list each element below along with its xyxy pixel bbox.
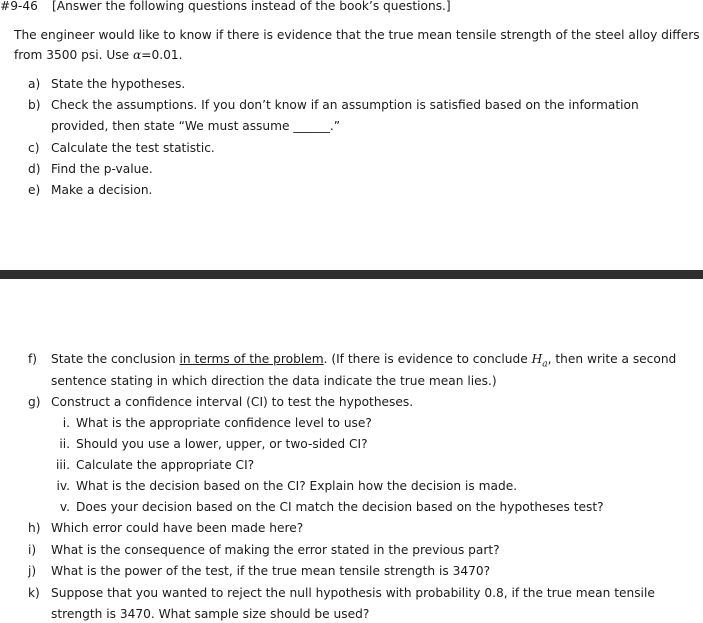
question-f-text: State the conclusion in terms of the problem. (If there is evidence to conclude $H_a$, then write a second bbox=[51, 352, 677, 370]
question-letter: f) bbox=[28, 352, 38, 366]
question-letter: e) bbox=[28, 183, 41, 197]
instruction-text: [Answer the following questions instead of the book’s questions.] bbox=[52, 0, 451, 13]
subquestion-text: Does your decision based on the CI match the decision based on the hypotheses test? bbox=[76, 500, 604, 514]
question-text-continued: provided, then state “We must assume ______.” bbox=[51, 119, 341, 133]
question-letter: k) bbox=[28, 586, 40, 600]
ha-symbol: $H_a$ bbox=[531, 352, 548, 370]
subquestion-text: Calculate the appropriate CI? bbox=[76, 458, 255, 472]
question-text: Which error could have been made here? bbox=[51, 521, 304, 535]
subquestion-text: Should you use a lower, upper, or two-sided CI? bbox=[76, 437, 368, 451]
question-text: Find the p-value. bbox=[51, 162, 153, 176]
question-text: Calculate the test statistic. bbox=[51, 141, 215, 155]
question-text: What is the power of the test, if the true mean tensile strength is 3470? bbox=[51, 564, 491, 578]
question-text: What is the consequence of making the error stated in the previous part? bbox=[51, 543, 500, 557]
question-letter: c) bbox=[28, 141, 40, 155]
question-text-continued: sentence stating in which direction the data indicate the true mean lies.) bbox=[51, 374, 497, 388]
intro-line-1: The engineer would like to know if there is evidence that the true mean tensile strength of the steel alloy differs bbox=[14, 28, 700, 42]
subquestion-number: iv. bbox=[56, 479, 70, 493]
subquestion-number: i. bbox=[62, 416, 70, 430]
question-letter: b) bbox=[28, 98, 41, 112]
question-text-continued: strength is 3470. What sample size should be used? bbox=[51, 607, 370, 621]
question-text: Suppose that you wanted to reject the null hypothesis with probability 0.8, if the true mean tensile bbox=[51, 586, 655, 600]
question-text: Make a decision. bbox=[51, 183, 153, 197]
subquestion-number: iii. bbox=[55, 458, 70, 472]
question-letter: g) bbox=[28, 395, 41, 409]
question-text: Construct a confidence interval (CI) to test the hypotheses. bbox=[51, 395, 414, 409]
problem-number: #9-46 bbox=[0, 0, 38, 13]
question-letter: d) bbox=[28, 162, 41, 176]
subquestion-number: ii. bbox=[59, 437, 70, 451]
question-letter: i) bbox=[28, 543, 37, 557]
subquestion-text: What is the appropriate confidence level to use? bbox=[76, 416, 372, 430]
question-letter: h) bbox=[28, 521, 41, 535]
question-text: Check the assumptions. If you don’t know if an assumption is satisfied based on the information bbox=[51, 98, 639, 112]
question-text: State the hypotheses. bbox=[51, 77, 186, 91]
subquestion-text: What is the decision based on the CI? Explain how the decision is made. bbox=[76, 479, 518, 493]
underlined-phrase: in terms of the problem bbox=[179, 352, 324, 366]
section-divider bbox=[0, 270, 703, 279]
alpha-symbol: α bbox=[133, 48, 142, 62]
subquestion-number: v. bbox=[59, 500, 70, 514]
question-letter: a) bbox=[28, 77, 41, 91]
question-letter: j) bbox=[28, 564, 37, 578]
intro-line-2: from 3500 psi. Use α=0.01. bbox=[14, 48, 183, 62]
